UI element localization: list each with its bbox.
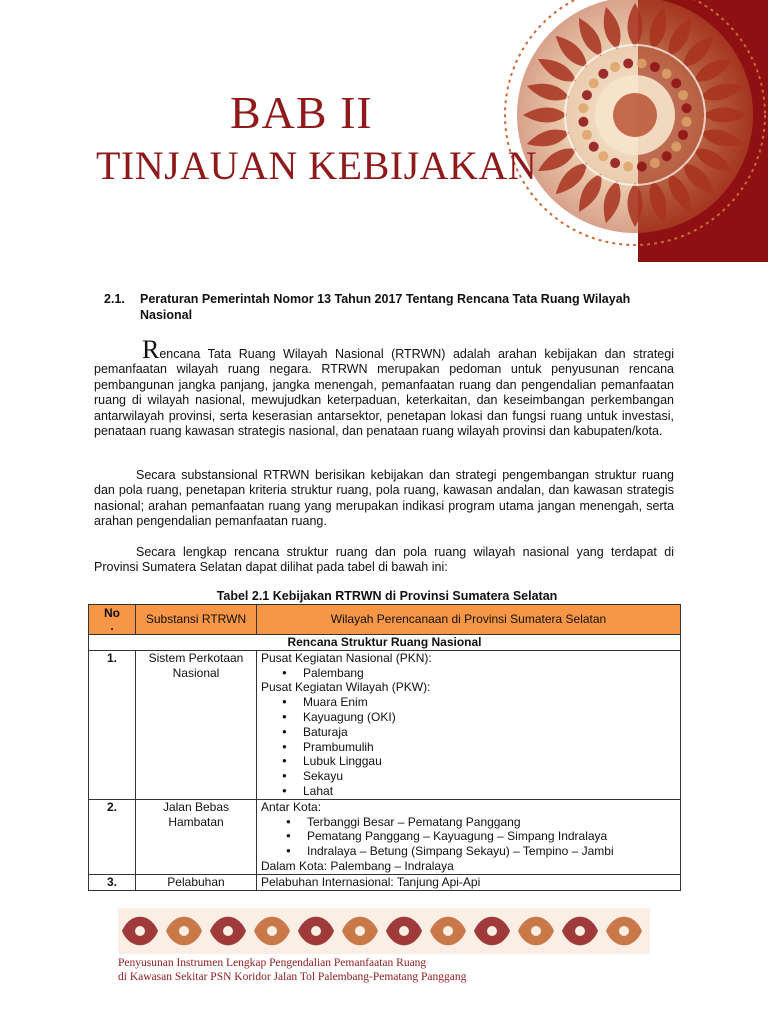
- list-item: ● Terbanggi Besar – Pematang Panggang: [307, 815, 676, 830]
- table-row: [89, 799, 681, 874]
- section-title: Peraturan Pemerintah Nomor 13 Tahun 2017 Tentang Rencana Tata Ruang Wilayah Nasional: [140, 292, 631, 322]
- section-number: 2.1.: [104, 292, 125, 306]
- row-wilayah: [257, 799, 681, 874]
- list-item: ● Prambumulih: [303, 740, 676, 755]
- drop-cap: R: [142, 335, 160, 364]
- row-number: 1.: [89, 650, 136, 799]
- pkw-list: [261, 695, 676, 799]
- pkw-label: Pusat Kegiatan Wilayah (PKW):: [261, 680, 431, 695]
- footer-line-2: di Kawasan Sekitar PSN Koridor Jalan Tol Palembang-Pematang Panggang: [118, 971, 467, 983]
- table-row: [89, 874, 681, 890]
- list-item: ● Kayuagung (OKI): [303, 710, 676, 725]
- footer-text: [118, 956, 638, 984]
- footer-ornament: [118, 908, 650, 954]
- list-item: ● Lubuk Linggau: [303, 754, 676, 769]
- list-item: ● Pematang Panggang – Kayuagung – Simpang Indralaya: [307, 829, 676, 844]
- footer-line-1: Penyusunan Instrumen Lengkap Pengendalian Pemanfaatan Ruang: [118, 957, 427, 969]
- list-item: ● Lahat: [303, 784, 676, 799]
- antar-kota-label: Antar Kota:: [261, 799, 322, 814]
- row-wilayah: Pelabuhan Internasional: Tanjung Api-Api: [257, 874, 681, 890]
- row-substansi: Jalan Bebas Hambatan: [136, 799, 257, 874]
- table-row: [89, 650, 681, 799]
- table-group-row: [89, 635, 681, 651]
- row-number: 3.: [89, 874, 136, 890]
- chapter-number: BAB II: [230, 87, 373, 138]
- header-wilayah: Wilayah Perencanaan di Provinsi Sumatera Selatan: [257, 605, 681, 635]
- header-no: No .: [89, 605, 136, 635]
- mandala-ornament: [495, 0, 768, 270]
- table-header-row: [89, 605, 681, 635]
- table-caption: Tabel 2.1 Kebijakan RTRWN di Provinsi Sumatera Selatan: [216, 589, 558, 603]
- list-item: ● Baturaja: [303, 725, 676, 740]
- row-wilayah: [257, 650, 681, 799]
- row-number: 2.: [89, 799, 136, 874]
- list-item: ● Sekayu: [303, 769, 676, 784]
- paragraph-1-text: encana Tata Ruang Wilayah Nasional (RTRWN) adalah arahan kebijakan dan strategi pemanfaatan wilayah ruang negara. RTRWN merupakan pedoman untuk penyusunan rencana pembangunan jangka panjang, jangka menengah, pemanfaatan ruang dan pengendalian pemanfaatan ruang di wilayah nasional, mewujudkan keterpaduan, keterkaitan, dan keseimbangan perkembangan antarwilayah provinsi, serta keserasian antarsektor, penetapan lokasi dan fungsi ruang untuk investasi, penataan ruang kawasan strategis nasional, dan penataan ruang wilayah provinsi dan kabupaten/kota.: [94, 347, 674, 439]
- paragraph-2: Secara substansional RTRWN berisikan kebijakan dan strategi pengembangan struktur ruang dan pola ruang, penetapan kriteria struktur ruang, pola ruang, kawasan andalan, dan kawasan strategis nasional; arahan pemanfaatan ruang yang merupakan indikasi program utama jangan menengah, serta arahan pengendalian pemanfaatan ruang.: [94, 468, 674, 529]
- antar-kota-list: [261, 815, 676, 859]
- rtrwn-table: [88, 604, 681, 891]
- group-label: Rencana Struktur Ruang Nasional: [89, 635, 681, 651]
- header-substansi: Substansi RTRWN: [136, 605, 257, 635]
- paragraph-1: [94, 335, 674, 439]
- list-item: ● Muara Enim: [303, 695, 676, 710]
- list-item: ● Indralaya – Betung (Simpang Sekayu) – Tempino – Jambi: [307, 844, 676, 859]
- list-item: ● Palembang: [303, 666, 676, 681]
- dalam-kota-text: Dalam Kota: Palembang – Indralaya: [261, 858, 454, 873]
- paragraph-3: Secara lengkap rencana struktur ruang dan pola ruang wilayah nasional yang terdapat di Provinsi Sumatera Selatan dapat dilihat pada tabel di bawah ini:: [94, 545, 674, 575]
- chapter-title: TINJAUAN KEBIJAKAN: [96, 143, 538, 188]
- row-substansi: Pelabuhan: [136, 874, 257, 890]
- row-substansi: Sistem Perkotaan Nasional: [136, 650, 257, 799]
- pkn-label: Pusat Kegiatan Nasional (PKN):: [261, 650, 432, 665]
- pkn-list: [261, 666, 676, 681]
